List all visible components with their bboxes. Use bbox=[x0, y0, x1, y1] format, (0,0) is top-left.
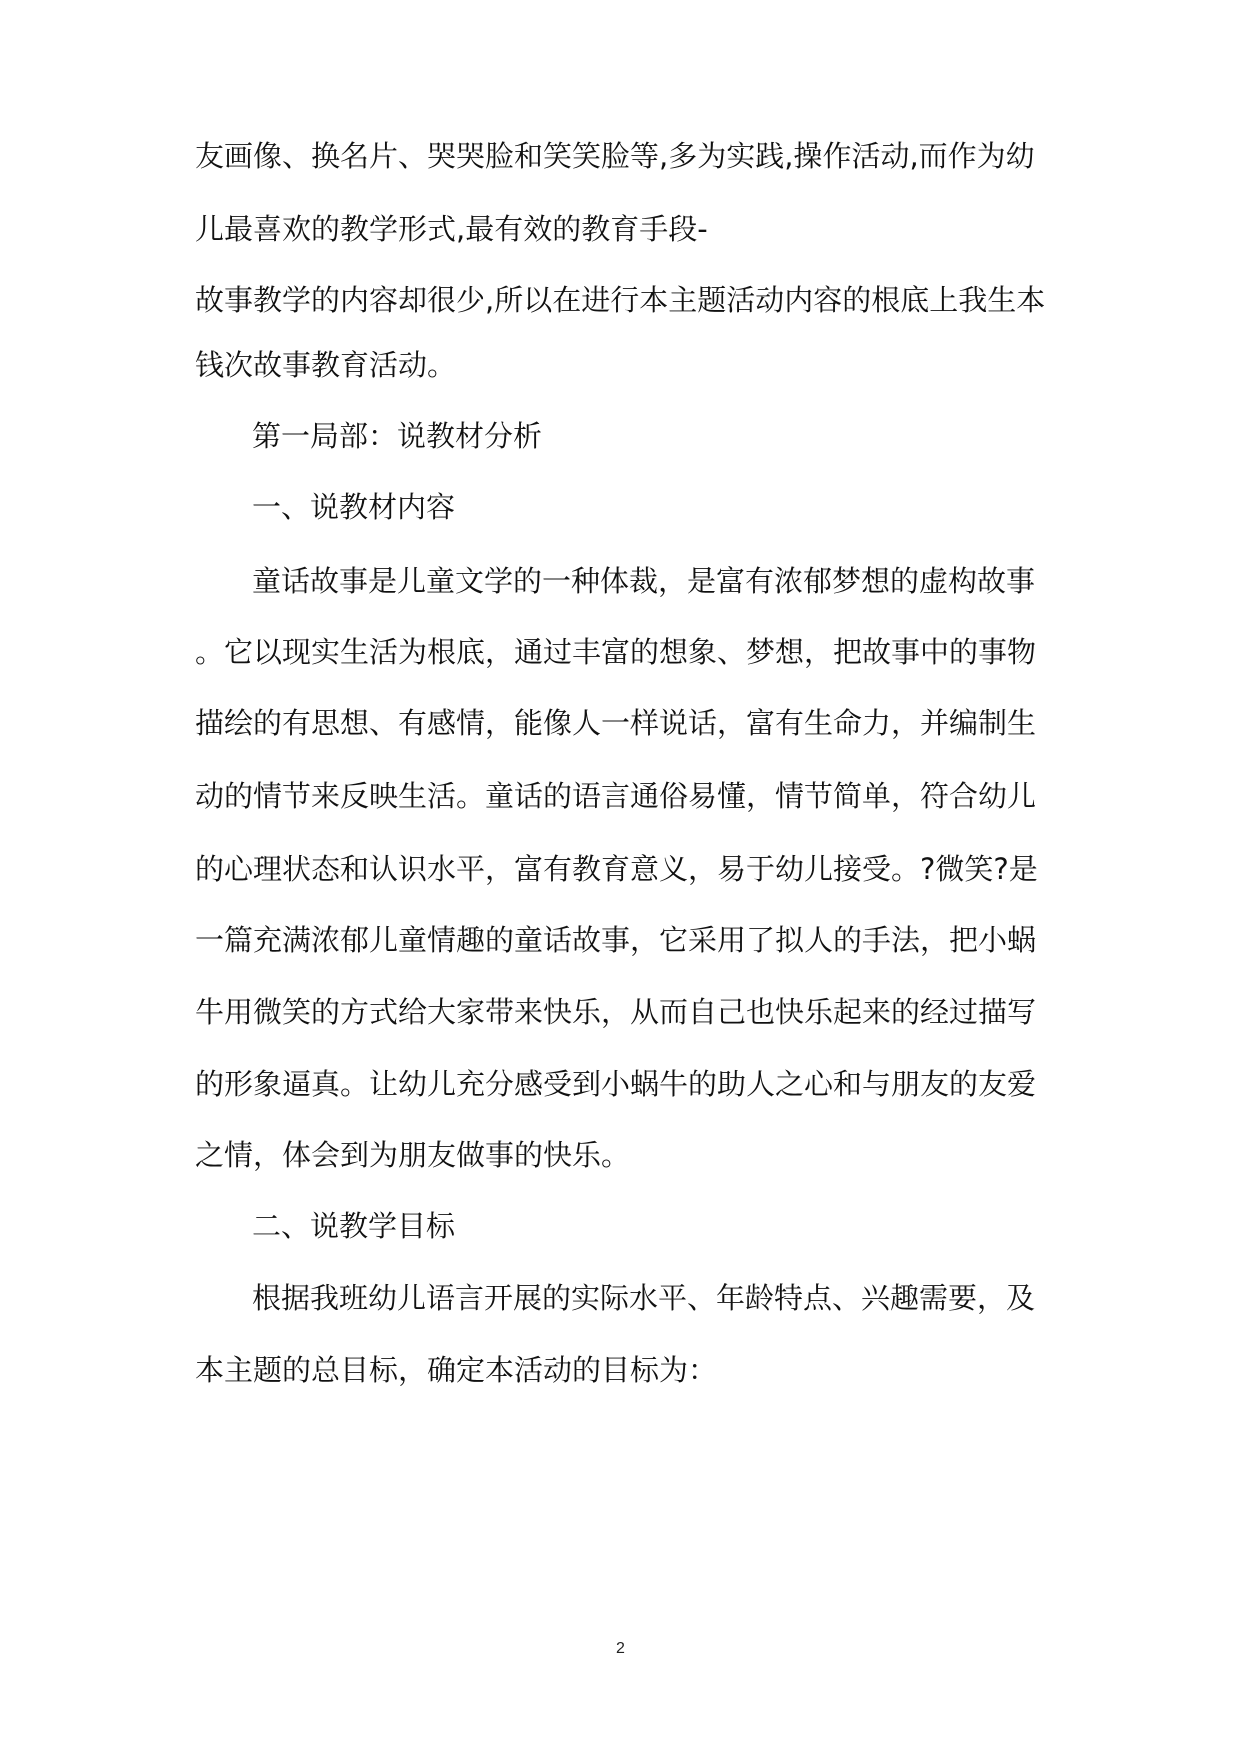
text-line: 动的情节来反映生活。童话的语言通俗易懂，情节简单，符合幼儿 bbox=[195, 779, 1037, 813]
text-line: 友画像、换名片、哭哭脸和笑笑脸等,多为实践,操作活动,而作为幼 bbox=[195, 139, 1035, 173]
text-line: 根据我班幼儿语言开展的实际水平、年龄特点、兴趣需要，及 bbox=[252, 1281, 1036, 1315]
text-line: 牛用微笑的方式给大家带来快乐，从而自己也快乐起来的经过描写 bbox=[195, 995, 1037, 1029]
subsection-heading: 一、说教材内容 bbox=[252, 490, 456, 524]
text-line: 之情，体会到为朋友做事的快乐。 bbox=[195, 1138, 631, 1172]
text-line: 的心理状态和认识水平，富有教育意义，易于幼儿接受。?微笑?是 bbox=[195, 852, 1038, 886]
text-line: 童话故事是儿童文学的一种体裁，是富有浓郁梦想的虚构故事 bbox=[252, 564, 1036, 598]
text-line: 。它以现实生活为根底，通过丰富的想象、梦想，把故事中的事物 bbox=[195, 635, 1037, 669]
text-line: 的形象逼真。让幼儿充分感受到小蜗牛的助人之心和与朋友的友爱 bbox=[195, 1067, 1037, 1101]
text-line: 一篇充满浓郁儿童情趣的童话故事，它采用了拟人的手法，把小蜗 bbox=[195, 923, 1037, 957]
section-heading: 第一局部：说教材分析 bbox=[252, 419, 543, 453]
text-line: 描绘的有思想、有感情，能像人一样说话，富有生命力，并编制生 bbox=[195, 706, 1037, 740]
page-number: 2 bbox=[616, 1640, 625, 1657]
text-line: 本主题的总目标，确定本活动的目标为： bbox=[195, 1353, 718, 1387]
text-line: 钱次故事教育活动。 bbox=[195, 348, 457, 382]
text-line: 故事教学的内容却很少,所以在进行本主题活动内容的根底上我生本 bbox=[195, 283, 1046, 317]
text-line: 儿最喜欢的教学形式,最有效的教育手段- bbox=[195, 212, 708, 246]
subsection-heading: 二、说教学目标 bbox=[252, 1209, 456, 1243]
